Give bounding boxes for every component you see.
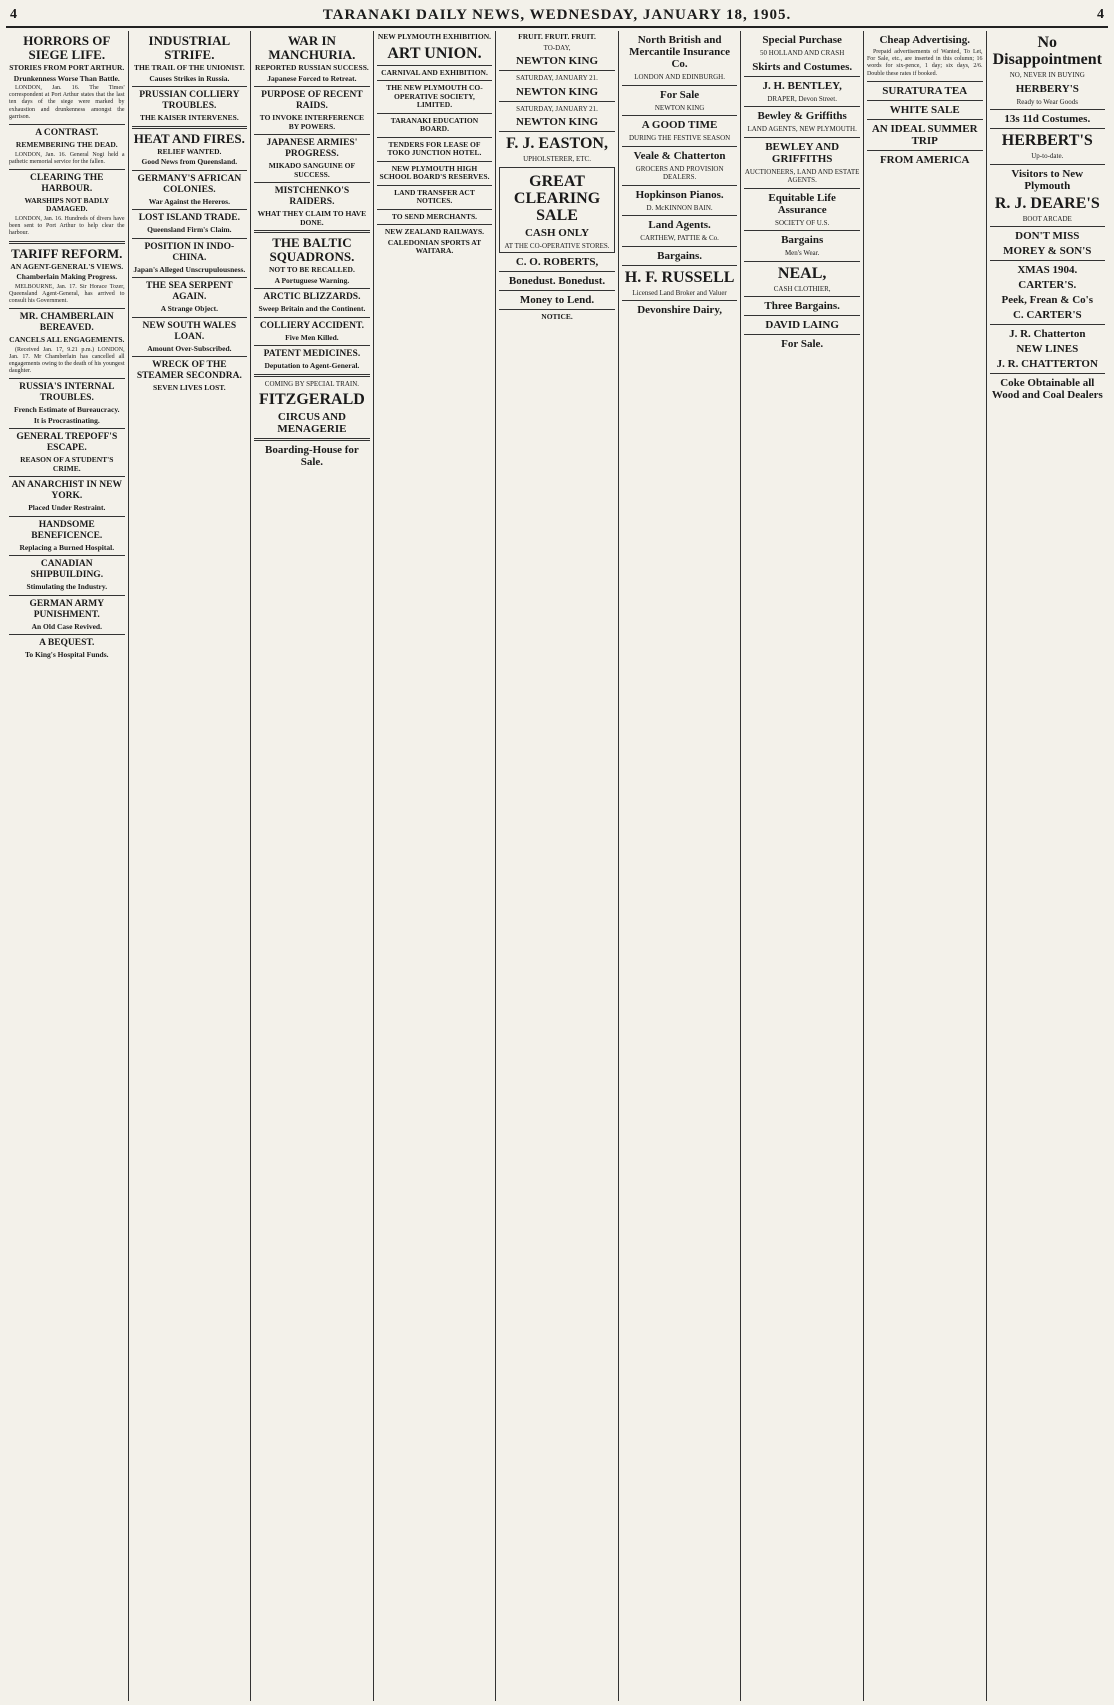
article-text: LONDON, Jan. 16. General Nogi held a pathetic memorial service for the fallen. — [9, 151, 125, 165]
ad-title: GREAT CLEARING SALE — [513, 172, 601, 224]
newspaper-title: TARANAKI DAILY NEWS, WEDNESDAY, JANUARY 18, 1905. — [322, 6, 792, 23]
ad-title: Land Agents. — [648, 219, 711, 231]
headline: AN ANARCHIST IN NEW YORK. — [11, 480, 122, 502]
subheadline: TO INVOKE INTERFERENCE BY POWERS. — [259, 113, 365, 131]
ad-title: Hopkinson Pianos. — [635, 188, 724, 201]
subheadline: RELIEF WANTED. — [157, 146, 222, 156]
subheadline: Sweep Britain and the Continent. — [258, 304, 366, 313]
ad-title: Peek, Frean & Co's — [1001, 294, 1093, 306]
ad-title: SURATURA TEA — [882, 84, 968, 97]
ad-title: Special Purchase — [762, 34, 842, 46]
ad-line: SATURDAY, JANUARY 21. — [516, 74, 598, 82]
headline: ARCTIC BLIZZARDS. — [263, 292, 361, 302]
ad-title: HERBERT'S — [1001, 132, 1093, 149]
column-4 — [374, 31, 497, 1701]
subheadline: Five Men Killed. — [285, 332, 339, 342]
subheadline: LAND TRANSFER ACT NOTICES. — [394, 187, 475, 205]
headline: HANDSOME BENEFICENCE. — [31, 519, 103, 541]
ad-title: Visitors to New Plymouth — [1011, 167, 1084, 192]
ad-title: No Disappointment — [992, 34, 1102, 68]
ad-title: AN IDEAL SUMMER TRIP — [871, 122, 978, 147]
subheadline: REPORTED RUSSIAN SUCCESS. — [255, 63, 369, 72]
ad-title: R. J. DEARE'S — [994, 194, 1100, 212]
column-8 — [864, 31, 987, 1701]
headline: A CONTRAST. — [35, 128, 99, 139]
headline: THE BALTIC SQUADRONS. — [269, 235, 355, 264]
ad-title: Cheap Advertising. — [879, 34, 970, 46]
subheadline: Good News from Queensland. — [141, 157, 238, 166]
subheadline: An Old Case Revived. — [31, 621, 102, 631]
ad-line: LAND AGENTS, NEW PLYMOUTH. — [747, 125, 857, 133]
ad-title: North British and Mercantile Insurance Co. — [629, 34, 731, 70]
subheadline: FRUIT. FRUIT. FRUIT. — [518, 32, 596, 41]
headline: WAR IN MANCHURIA. — [268, 33, 356, 62]
subheadline: THE NEW PLYMOUTH CO-OPERATIVE SOCIETY, LIMITED. — [386, 83, 483, 109]
subheadline: Amount Over-Subscribed. — [147, 343, 232, 353]
ad-title: Bargains. — [657, 249, 703, 262]
column-5 — [496, 31, 619, 1701]
ad-line: CASH CLOTHIER, — [773, 284, 831, 293]
ad-title: Coke Obtainable all Wood and Coal Dealers — [991, 377, 1103, 401]
ad-title: Skirts and Costumes. — [752, 60, 853, 73]
ad-title: F. J. EASTON, — [506, 135, 608, 152]
ad-subtitle: CIRCUS AND MENAGERIE — [277, 411, 347, 435]
ad-line: Licensed Land Broker and Valuer — [632, 288, 727, 297]
headline: GENERAL TREPOFF'S ESCAPE. — [16, 432, 118, 454]
column-7 — [741, 31, 864, 1701]
column-9 — [987, 31, 1109, 1701]
subheadline: TENDERS FOR LEASE OF TOKO JUNCTION HOTEL. — [387, 139, 482, 157]
article-text: Prepaid advertisements of Wanted, To Let, For Sale, etc., are inserted in this column; 16 words for six-pence, 1 day; six days, 2/6. Double these rates if booked. — [866, 49, 983, 77]
subheadline: Drunkenness Worse Than Battle. — [13, 73, 120, 83]
headline: RUSSIA'S INTERNAL TROUBLES. — [19, 382, 115, 404]
clearing-sale-box — [499, 167, 615, 254]
ad-line: D. McKINNON BAIN. — [646, 203, 713, 212]
ad-title: Veale & Chatterton — [633, 149, 726, 162]
column-6 — [619, 31, 742, 1701]
subheadline: AN AGENT-GENERAL'S VIEWS. — [10, 261, 124, 271]
subheadline: CARNIVAL AND EXHIBITION. — [381, 67, 488, 77]
subheadline: TARANAKI EDUCATION BOARD. — [390, 115, 479, 133]
ad-title: NEWTON KING — [516, 85, 599, 98]
ad-line: NO, NEVER IN BUYING — [1009, 71, 1085, 79]
ad-line: COMING BY SPECIAL TRAIN. — [264, 379, 360, 388]
subheadline: To King's Hospital Funds. — [25, 650, 109, 660]
subheadline: Stimulating the Industry. — [26, 582, 108, 592]
subheadline: NEW PLYMOUTH HIGH SCHOOL BOARD'S RESERVES. — [379, 163, 490, 181]
ad-line: TO-DAY, — [543, 43, 571, 52]
article-text: MELBOURNE, Jan. 17. Sir Horace Tozer, Queensland Agent-General, has arrived to consult his Government. — [9, 283, 125, 304]
ad-line: CARTHEW, PATTIE & Co. — [640, 234, 719, 242]
subheadline: Deputation to Agent-General. — [264, 361, 360, 370]
headline: PATENT MEDICINES. — [263, 349, 361, 359]
ad-title: NEAL, — [777, 264, 827, 282]
subheadline: It is Procrastinating. — [33, 415, 100, 425]
ad-title: CARTER'S. — [1018, 279, 1077, 291]
subheadline: Causes Strikes in Russia. — [149, 73, 230, 83]
subheadline: A Portuguese Warning. — [274, 275, 350, 285]
ad-line: DURING THE FESTIVE SEASON — [629, 134, 731, 142]
ad-title: Money to Lend. — [519, 294, 595, 306]
ad-title: J. H. BENTLEY, — [762, 79, 842, 92]
subheadline: Japanese Forced to Retreat. — [267, 73, 357, 83]
ad-title: Equitable Life Assurance — [768, 191, 836, 216]
ad-title: C. O. ROBERTS, — [515, 256, 599, 268]
ad-title: MOREY & SON'S — [1003, 245, 1092, 257]
column-3 — [251, 31, 374, 1701]
headline: A BEQUEST. — [39, 638, 95, 649]
ad-title: XMAS 1904. — [1017, 264, 1078, 276]
subheadline: STORIES FROM PORT ARTHUR. — [9, 63, 125, 72]
headline: CLEARING THE HARBOUR. — [30, 172, 104, 194]
headline: WRECK OF THE STEAMER SECONDRA. — [136, 360, 242, 381]
ad-line: Up-to-date. — [1031, 152, 1064, 160]
ad-title: For Sale — [659, 88, 700, 101]
subheadline: WHAT THEY CLAIM TO HAVE DONE. — [257, 209, 367, 227]
ad-line: 50 HOLLAND AND CRASH — [760, 49, 845, 57]
article-text: LONDON, Jan. 16. The Times' correspondent at Port Arthur states that the last ten days of the siege were marked by exhaustion and drunkenness amongst the garrison. — [9, 85, 125, 120]
ad-title: For Sale. — [781, 338, 824, 350]
headline: PRUSSIAN COLLIERY TROUBLES. — [139, 90, 240, 111]
headline: HEAT AND FIRES. — [133, 130, 245, 146]
ad-title: ART UNION. — [387, 44, 482, 62]
ad-title: NEW LINES — [1016, 343, 1079, 355]
ad-line: GROCERS AND PROVISION DEALERS. — [635, 164, 724, 181]
subheadline: CANCELS ALL ENGAGEMENTS. — [9, 335, 125, 345]
ad-title: J. R. CHATTERTON — [996, 358, 1098, 370]
ad-title: Devonshire Dairy, — [637, 304, 722, 316]
ad-title: C. CARTER'S — [1012, 309, 1082, 321]
ad-title: Bonedust. Bonedust. — [508, 275, 606, 287]
headline: MISTCHENKO'S RAIDERS. — [274, 186, 350, 207]
ad-title: 13s 11d Costumes. — [1004, 113, 1091, 125]
page-number-right: 4 — [1096, 7, 1104, 22]
ad-line: BOOT ARCADE — [1022, 214, 1072, 223]
subheadline: Japan's Alleged Unscrupulousness. — [133, 264, 246, 274]
ad-title: NEWTON KING — [516, 55, 599, 67]
ad-line: SATURDAY, JANUARY 21. — [516, 104, 598, 113]
ad-title: A GOOD TIME — [641, 119, 718, 131]
subheadline: A Strange Object. — [160, 304, 218, 313]
headline: INDUSTRIAL STRIFE. — [148, 33, 231, 62]
column-2 — [129, 31, 252, 1701]
subheadline: THE KAISER INTERVENES. — [139, 113, 239, 122]
ad-line: Men's Wear. — [784, 249, 820, 257]
subheadline: SEVEN LIVES LOST. — [153, 383, 226, 392]
ad-line: Ready to Wear Goods — [1016, 97, 1078, 106]
subheadline: NOTICE. — [541, 312, 573, 321]
masthead — [6, 4, 1108, 28]
ad-title: Boarding-House for Sale. — [265, 444, 359, 468]
ad-title: CASH ONLY — [524, 226, 590, 239]
subheadline: MIKADO SANGUINE OF SUCCESS. — [268, 161, 356, 179]
subheadline: NEW ZEALAND RAILWAYS. — [384, 227, 485, 236]
ad-title: NEWTON KING — [516, 116, 599, 128]
subheadline: THE TRAIL OF THE UNIONIST. — [133, 63, 245, 72]
headline: CANADIAN SHIPBUILDING. — [30, 559, 104, 581]
ad-title: BEWLEY AND GRIFFITHS — [765, 140, 840, 165]
ad-title: Bewley & Griffiths — [757, 110, 847, 122]
subheadline: Replacing a Burned Hospital. — [19, 542, 115, 552]
subheadline: TO SEND MERCHANTS. — [391, 211, 478, 221]
headline: COLLIERY ACCIDENT. — [259, 320, 364, 331]
ad-line: NEWTON KING — [654, 103, 705, 112]
ad-line: UPHOLSTERER, ETC. — [523, 155, 591, 163]
subheadline: NEW PLYMOUTH EXHIBITION. — [377, 32, 492, 41]
headline: NEW SOUTH WALES LOAN. — [142, 320, 237, 342]
headline: HORRORS OF SIEGE LIFE. — [23, 33, 111, 62]
subheadline: REASON OF A STUDENT'S CRIME. — [20, 455, 114, 473]
headline: POSITION IN INDO-CHINA. — [144, 241, 235, 263]
headline: GERMAN ARMY PUNISHMENT. — [29, 598, 105, 620]
subheadline: NOT TO BE RECALLED. — [268, 265, 355, 274]
ad-line: LONDON AND EDINBURGH. — [634, 73, 725, 81]
subheadline: Placed Under Restraint. — [28, 503, 106, 513]
ad-line: AT THE CO-OPERATIVE STORES. — [504, 241, 610, 250]
ad-title: WHITE SALE — [889, 103, 960, 116]
subheadline: Queensland Firm's Claim. — [147, 225, 232, 234]
subheadline: French Estimate of Bureaucracy. — [14, 405, 120, 415]
article-text: (Received Jan. 17, 9.21 p.m.) LONDON, Jan. 17. Mr Chamberlain has cancelled all engagements owing to the death of his youngest daughter. — [9, 346, 125, 375]
ad-title: FROM AMERICA — [879, 153, 970, 166]
columns — [6, 31, 1108, 1701]
ad-line: AUCTIONEERS, LAND AND ESTATE AGENTS. — [744, 167, 860, 184]
ad-title: DON'T MISS — [1015, 230, 1080, 242]
headline: TARIFF REFORM. — [11, 245, 123, 261]
column-1 — [6, 31, 129, 1701]
subheadline: REMEMBERING THE DEAD. — [15, 140, 118, 150]
headline: LOST ISLAND TRADE. — [138, 213, 240, 223]
headline: MR. CHAMBERLAIN BEREAVED. — [19, 312, 114, 334]
subheadline: Chamberlain Making Progress. — [16, 272, 118, 282]
ad-title: HERBERY'S — [1015, 82, 1079, 95]
ad-title: Bargains — [781, 234, 824, 246]
ad-title: H. F. RUSSELL — [624, 268, 735, 286]
ad-line: SOCIETY OF U.S. — [775, 218, 830, 227]
page-number: 4 — [10, 7, 17, 22]
ad-line: DRAPER, Devon Street. — [767, 94, 837, 103]
ad-title: DAVID LAING — [765, 319, 839, 331]
headline: GERMANY'S AFRICAN COLONIES. — [137, 173, 242, 195]
ad-title: Three Bargains. — [764, 300, 840, 312]
headline: PURPOSE OF RECENT RAIDS. — [261, 90, 363, 111]
article-text: LONDON, Jan. 16. Hundreds of divers have been sent to Port Arthur to help clear the harbour. — [9, 215, 125, 237]
subheadline: WARSHIPS NOT BADLY DAMAGED. — [24, 195, 110, 214]
subheadline: CALEDONIAN SPORTS AT WAITARA. — [387, 237, 482, 255]
headline: THE SEA SERPENT AGAIN. — [146, 281, 233, 302]
headline: JAPANESE ARMIES' PROGRESS. — [266, 138, 358, 159]
subheadline: War Against the Hereros. — [148, 196, 230, 206]
ad-title: FITZGERALD — [259, 391, 365, 408]
ad-title: J. R. Chatterton — [1009, 328, 1086, 340]
